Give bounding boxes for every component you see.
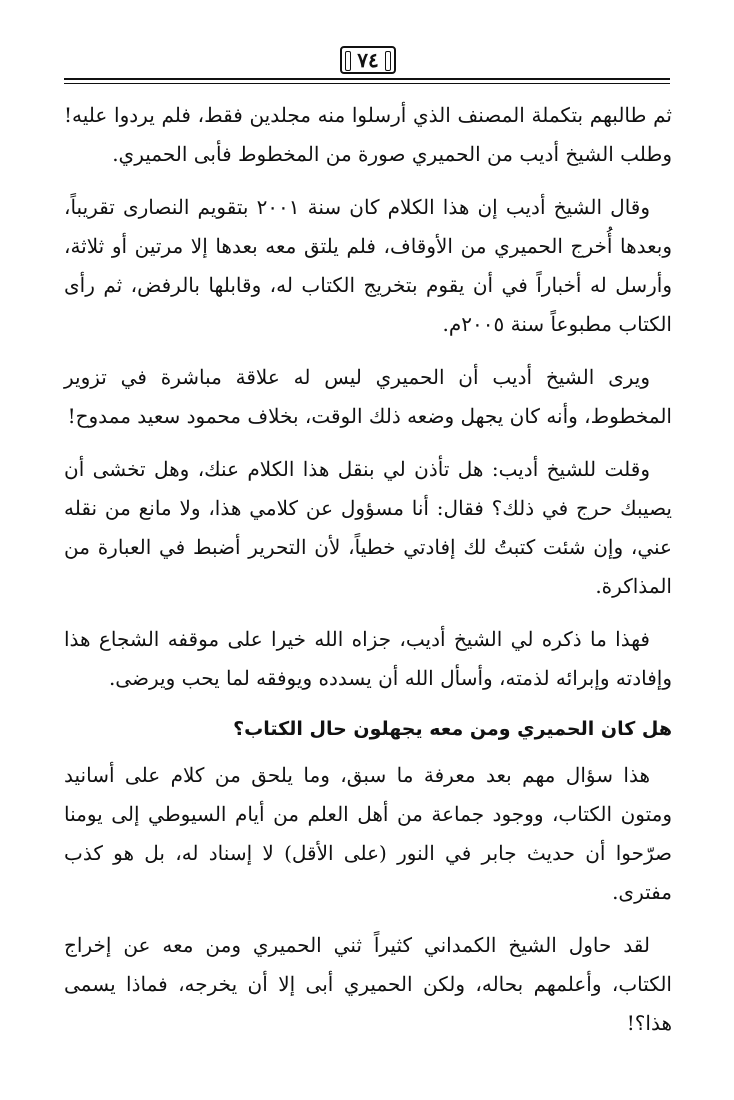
page-number: ٧٤ bbox=[340, 46, 396, 74]
paragraph-6: هذا سؤال مهم بعد معرفة ما سبق، وما يلحق من كلام على أسانيد ومتون الكتاب، ووجود جماعة من أهل العلم من أيام السيوطي إلى يومنا صرّحوا أن حديث جابر في النور (على الأقل) لا إسناد له، بل هو كذب مفترى. bbox=[64, 763, 672, 904]
page-header bbox=[64, 44, 670, 84]
paragraph-1: ثم طالبهم بتكملة المصنف الذي أرسلوا منه مجلدين فقط، فلم يردوا عليه! وطلب الشيخ أديب من الحميري صورة من المخطوط فأبى الحميري. bbox=[64, 103, 673, 166]
paragraph-5: فهذا ما ذكره لي الشيخ أديب، جزاه الله خيرا على موقفه الشجاع هذا وإفادته وإبرائه لذمته، وأسأل الله أن يسدده ويوفقه لما يحب ويرضى. bbox=[64, 627, 672, 690]
paragraph-4: وقلت للشيخ أديب: هل تأذن لي بنقل هذا الكلام عنك، وهل تخشى أن يصيبك حرج في ذلك؟ فقال: أنا مسؤول عن كلامي هذا، ولا مانع من نقله عني، وإن شئت كتبتُ لك إفادتي خطياً، لأن التحرير أضبط في العبارة من المذاكرة. bbox=[64, 457, 672, 598]
header-rule-thin bbox=[64, 83, 670, 84]
header-rule-thick bbox=[64, 78, 670, 80]
section-heading: هل كان الحميري ومن معه يجهلون حال الكتاب؟ bbox=[233, 718, 672, 740]
paragraph-7: لقد حاول الشيخ الكمداني كثيراً ثني الحميري ومن معه عن إخراج الكتاب، وأعلمهم بحاله، ولكن الحميري أبى إلا أن يخرجه، فماذا يسمى هذا؟! bbox=[64, 933, 672, 1035]
paragraph-3: ويرى الشيخ أديب أن الحميري ليس له علاقة مباشرة في تزوير المخطوط، وأنه كان يجهل وضعه ذلك الوقت، بخلاف محمود سعيد ممدوح! bbox=[64, 365, 672, 428]
page-body bbox=[64, 96, 672, 1057]
paragraph-2: وقال الشيخ أديب إن هذا الكلام كان سنة ٢٠٠١ بتقويم النصارى تقريباً، وبعدها أُخرج الحميري من الأوقاف، فلم يلتق معه بعدها إلا مرتين أو ثلاثة، وأرسل له أخباراً في أن يقوم بتخريج الكتاب له، وقابلها بالرفض، ثم رأى الكتاب مطبوعاً سنة ٢٠٠٥م. bbox=[64, 195, 672, 336]
